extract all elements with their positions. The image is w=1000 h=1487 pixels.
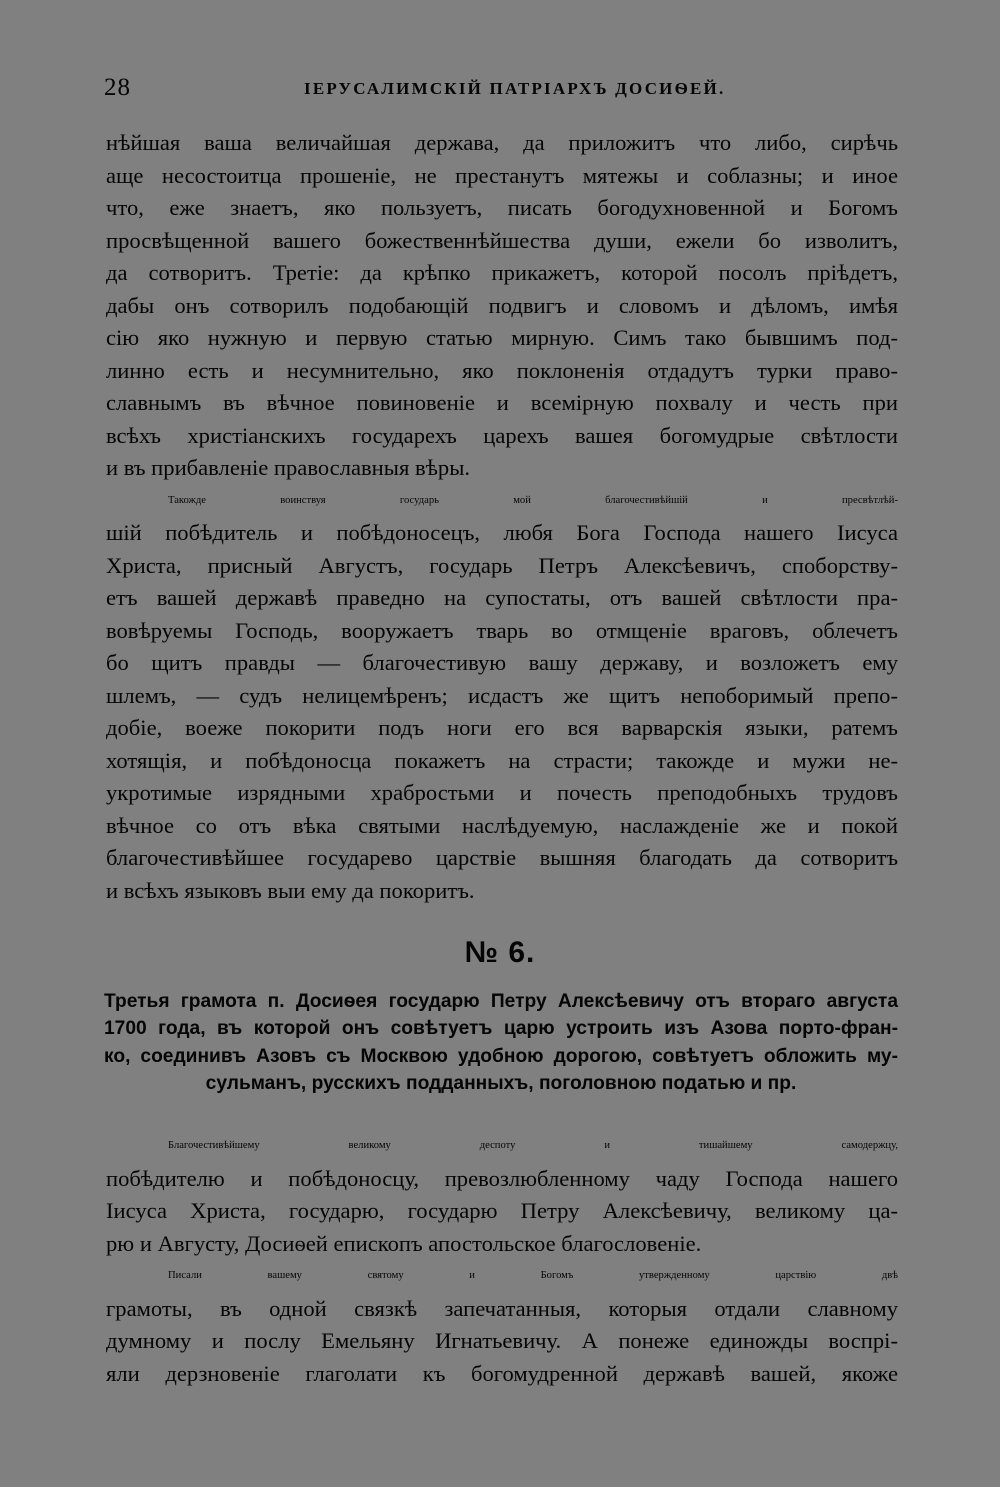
text-line: что, еже знаетъ, яко пользуетъ, писать богодухновенной и Богомъ (106, 195, 898, 220)
text-line: хотящія, и побѣдоносца покажетъ на страсти; такожде и мужи не- (106, 747, 898, 773)
text-line: просвѣщенной вашего божественнѣйшества души, ежели бо изволитъ, (106, 227, 898, 253)
text-line: да сотворитъ. Третіе: да крѣпко прикажетъ, которой посолъ пріѣдетъ, (106, 260, 898, 285)
text-line: Христа, присный Августъ, государь Петръ Алексѣевичъ, споборству- (106, 552, 898, 578)
text-line: етъ вашей державѣ праведно на супостаты, отъ вашей свѣтлости пра- (106, 585, 898, 610)
text-line: Такожде воинствуя государь мой благочестивѣйшій и пресвѣтлѣй- (168, 494, 898, 506)
text-line: вовѣруемы Господь, вооружаетъ тварь во отмщеніе враговъ, облечетъ (106, 617, 898, 643)
text-line: шлемъ, — судъ нелицемѣренъ; исдастъ же щитъ непоборимый препо- (106, 682, 898, 708)
summary-line: сульманъ, русскихъ подданныхъ, поголовною податью и пр. (205, 1073, 797, 1095)
text-line: Писали вашему святому и Богомъ утвержденному царствію двѣ (168, 1270, 898, 1281)
text-line: укротимые изрядными храбростьми и почесть преподобныхъ трудовъ (106, 780, 898, 805)
text-line: линно есть и несумнительно, яко поклоненія отдадутъ турки право- (106, 357, 898, 383)
text-line: думному и послу Емельяну Игнатьевичу. А понеже единожды воспрі- (106, 1328, 898, 1353)
text-line: шій побѣдитель и побѣдоносецъ, любя Бога Господа нашего Іисуса (106, 520, 898, 545)
text-line: сію яко нужную и первую статью мирную. Симъ тако бывшимъ под- (106, 325, 898, 350)
summary-line: 1700 года, въ которой онъ совѣтуетъ царю устроить изъ Азова порто-фран- (104, 1018, 898, 1040)
running-title: ІЕРУСАЛИМСКІЙ ПАТРІАРХЪ ДОСИѲЕЙ. (304, 79, 726, 98)
running-header (104, 70, 896, 110)
text-line: яли дерзновеніе глаголати къ богомудренной державѣ вашей, якоже (106, 1360, 898, 1386)
text-line: грамоты, въ одной связкѣ запечатанныя, которыя отдали славному (106, 1295, 898, 1321)
body-text-bottom (106, 1130, 898, 1390)
text-line: славнымъ въ вѣчное повиновеніе и всемірную похвалу и честь при (106, 390, 898, 415)
text-line: вѣчное со отъ вѣка святыми наслѣдуемую, наслажденіе же и покой (106, 812, 898, 838)
text-line: благочестивѣйшее государево царствіе вышняя благодать да сотворитъ (106, 845, 898, 870)
text-line: Іисуса Христа, государю, государю Петру Алексѣевичу, великому ца- (106, 1198, 898, 1223)
summary-line: Третья грамота п. Досиѳея государю Петру Алексѣевичу отъ втораго августа (104, 991, 898, 1012)
text-line: побѣдителю и побѣдоносцу, превозлюбленному чаду Господа нашего (106, 1165, 898, 1191)
summary-line: ко, соединивъ Азовъ съ Москвою удобною дорогою, совѣтуетъ обложить му- (104, 1045, 898, 1067)
text-line: дабы онъ сотворилъ подобающій подвигъ и словомъ и дѣломъ, имѣя (106, 292, 898, 318)
section-number: № 6. (464, 936, 536, 969)
text-line: бо щитъ правды — благочестивую вашу державу, и возложетъ ему (106, 650, 898, 675)
text-line: и всѣхъ языковъ выи ему да покоритъ. (106, 877, 475, 903)
page-number: 28 (104, 74, 131, 101)
text-line: Благочестивѣйшему великому деспоту и тишайшему самодержцу, (168, 1140, 898, 1151)
text-line: рю и Августу, Досиѳей епископъ апостольское благословеніе. (106, 1230, 702, 1256)
text-line: нѣйшая ваша величайшая держава, да приложитъ что либо, сирѣчь (106, 130, 898, 155)
body-text-top (106, 127, 898, 907)
text-line: аще несостоитца прошеніе, не престанутъ мятежы и соблазны; и иное (106, 162, 898, 188)
text-line: и въ прибавленіе православныя вѣры. (106, 455, 471, 480)
text-line: всѣхъ христіанскихъ государехъ царехъ вашея богомудрые свѣтлости (106, 422, 898, 448)
text-line: добіе, воеже покорити подъ ноги его вся варварскія языки, ратемъ (106, 715, 898, 740)
section-summary (104, 988, 898, 1098)
